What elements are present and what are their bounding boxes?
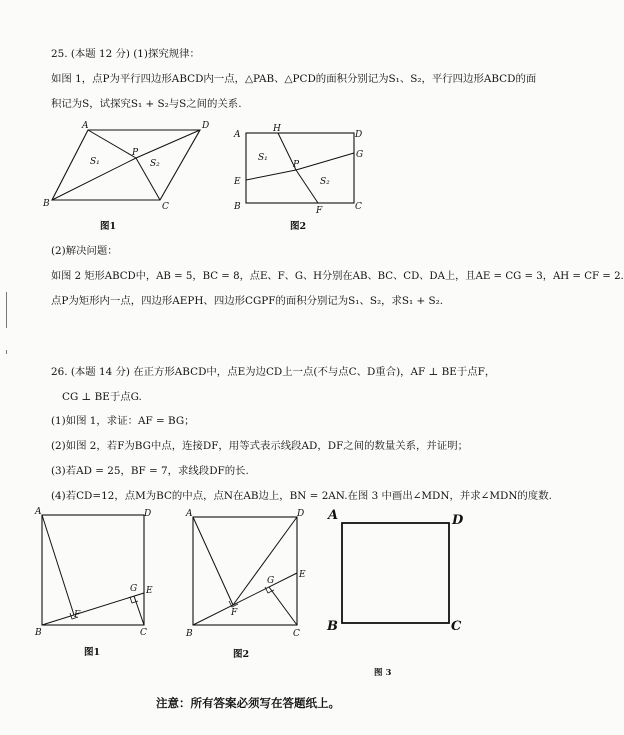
label-f: F bbox=[74, 610, 81, 620]
q26-part-2: (2)如图 2，若F为BG中点，连接DF，用等式表示线段AD，DF之间的数量关系，并证明； bbox=[51, 440, 468, 452]
segment-pa bbox=[88, 130, 136, 158]
q25-paragraph-4: 点P为矩形内一点，四边形AEPH、四边形CGPF的面积分别记为S₁、S₂，求S₁ + S₂. bbox=[51, 295, 444, 307]
segment-df bbox=[233, 517, 297, 605]
label-a: A bbox=[234, 130, 241, 140]
label-g: G bbox=[267, 576, 275, 586]
label-a: A bbox=[35, 507, 42, 517]
label-e: E bbox=[299, 570, 306, 580]
label-d: D bbox=[202, 121, 210, 131]
label-c: C bbox=[140, 628, 147, 638]
label-c: C bbox=[355, 202, 362, 212]
q25-part-2-title: (2)解决问题： bbox=[51, 245, 118, 257]
q25-figure-1 bbox=[40, 118, 230, 213]
segment-cg bbox=[269, 587, 297, 625]
q25-paragraph-3: 如图 2 矩形ABCD中，AB = 5，BC = 8，点E、F、G、H分别在AB、BC、CD、DA上，且AE = CG = 3，AH = CF = 2. bbox=[51, 271, 624, 282]
parallelogram-abcd bbox=[52, 130, 200, 200]
q26-part-4: (4)若CD=12，点M为BC的中点，点N在AB边上，BN = 2AN.在图 3 中画出∠MDN，并求∠MDN的度数. bbox=[51, 490, 552, 502]
label-d: D bbox=[144, 509, 152, 519]
q26-part-3: (3)若AD = 25，BF = 7，求线段DF的长. bbox=[51, 465, 249, 477]
label-c: C bbox=[162, 202, 169, 212]
label-b: B bbox=[43, 199, 50, 209]
label-b: B bbox=[234, 202, 241, 212]
label-d: D bbox=[297, 509, 305, 519]
segment-pg bbox=[296, 153, 354, 170]
binding-mark bbox=[6, 292, 7, 328]
q25-figure-2 bbox=[228, 120, 363, 215]
footer-note: 注意：所有答案必须写在答题纸上。 bbox=[156, 696, 340, 710]
q26-figure-1-caption: 图1 bbox=[84, 647, 101, 658]
q26-figure-3 bbox=[325, 508, 470, 633]
q25-paragraph-2: 积记为S，试探究S₁ + S₂与S之间的关系. bbox=[51, 98, 242, 110]
label-s2: S₂ bbox=[150, 159, 160, 169]
q26-figure-1 bbox=[32, 505, 162, 640]
binding-mark bbox=[6, 350, 7, 354]
square-abcd bbox=[342, 523, 449, 623]
label-p: P bbox=[132, 148, 139, 158]
q26-figure-3-caption: 图 3 bbox=[374, 668, 392, 678]
label-s2: S₂ bbox=[320, 177, 330, 187]
label-f: F bbox=[316, 206, 323, 216]
label-d: D bbox=[355, 130, 363, 140]
rectangle-abcd bbox=[246, 133, 354, 203]
label-c: C bbox=[451, 619, 462, 634]
segment-af bbox=[193, 517, 233, 605]
label-e: E bbox=[234, 177, 241, 187]
q26-figure-2 bbox=[183, 505, 318, 640]
label-h: H bbox=[273, 124, 281, 134]
q26-line-2: CG ⊥ BE于点G. bbox=[62, 391, 142, 403]
label-b: B bbox=[186, 629, 193, 639]
label-b: B bbox=[35, 628, 42, 638]
right-angle-g bbox=[130, 597, 138, 603]
segment-be bbox=[42, 593, 144, 625]
q25-figure-2-caption: 图2 bbox=[290, 221, 307, 232]
label-d: D bbox=[452, 513, 464, 528]
segment-be bbox=[193, 573, 297, 625]
square-abcd bbox=[193, 517, 297, 625]
q25-figure-1-caption: 图1 bbox=[100, 221, 117, 232]
label-s1: S₁ bbox=[258, 153, 268, 163]
segment-cg bbox=[134, 596, 144, 625]
label-p: P bbox=[293, 160, 300, 170]
label-e: E bbox=[146, 586, 153, 596]
label-b: B bbox=[327, 619, 338, 634]
q25-header: 25. (本题 12 分) (1)探究规律： bbox=[51, 48, 200, 60]
label-f: F bbox=[231, 608, 238, 618]
q26-figure-2-caption: 图2 bbox=[233, 649, 250, 660]
label-a: A bbox=[82, 121, 89, 131]
segment-pf bbox=[296, 170, 318, 203]
q26-header: 26. (本题 14 分) 在正方形ABCD中，点E为边CD上一点(不与点C、D重合)，AF ⊥ BE于点F， bbox=[51, 366, 496, 378]
q26-part-1: (1)如图 1，求证：AF = BG； bbox=[51, 415, 195, 427]
label-g: G bbox=[130, 584, 138, 594]
label-a: A bbox=[186, 509, 193, 519]
segment-ep bbox=[246, 170, 296, 180]
label-g: G bbox=[356, 150, 364, 160]
label-s1: S₁ bbox=[90, 157, 100, 167]
segment-af bbox=[42, 515, 74, 615]
label-c: C bbox=[293, 629, 300, 639]
label-a: A bbox=[328, 508, 339, 523]
segment-pd bbox=[136, 130, 200, 158]
q25-paragraph-1: 如图 1，点P为平行四边形ABCD内一点，△PAB、△PCD的面积分别记为S₁、S₂，平行四边形ABCD的面 bbox=[51, 73, 537, 85]
